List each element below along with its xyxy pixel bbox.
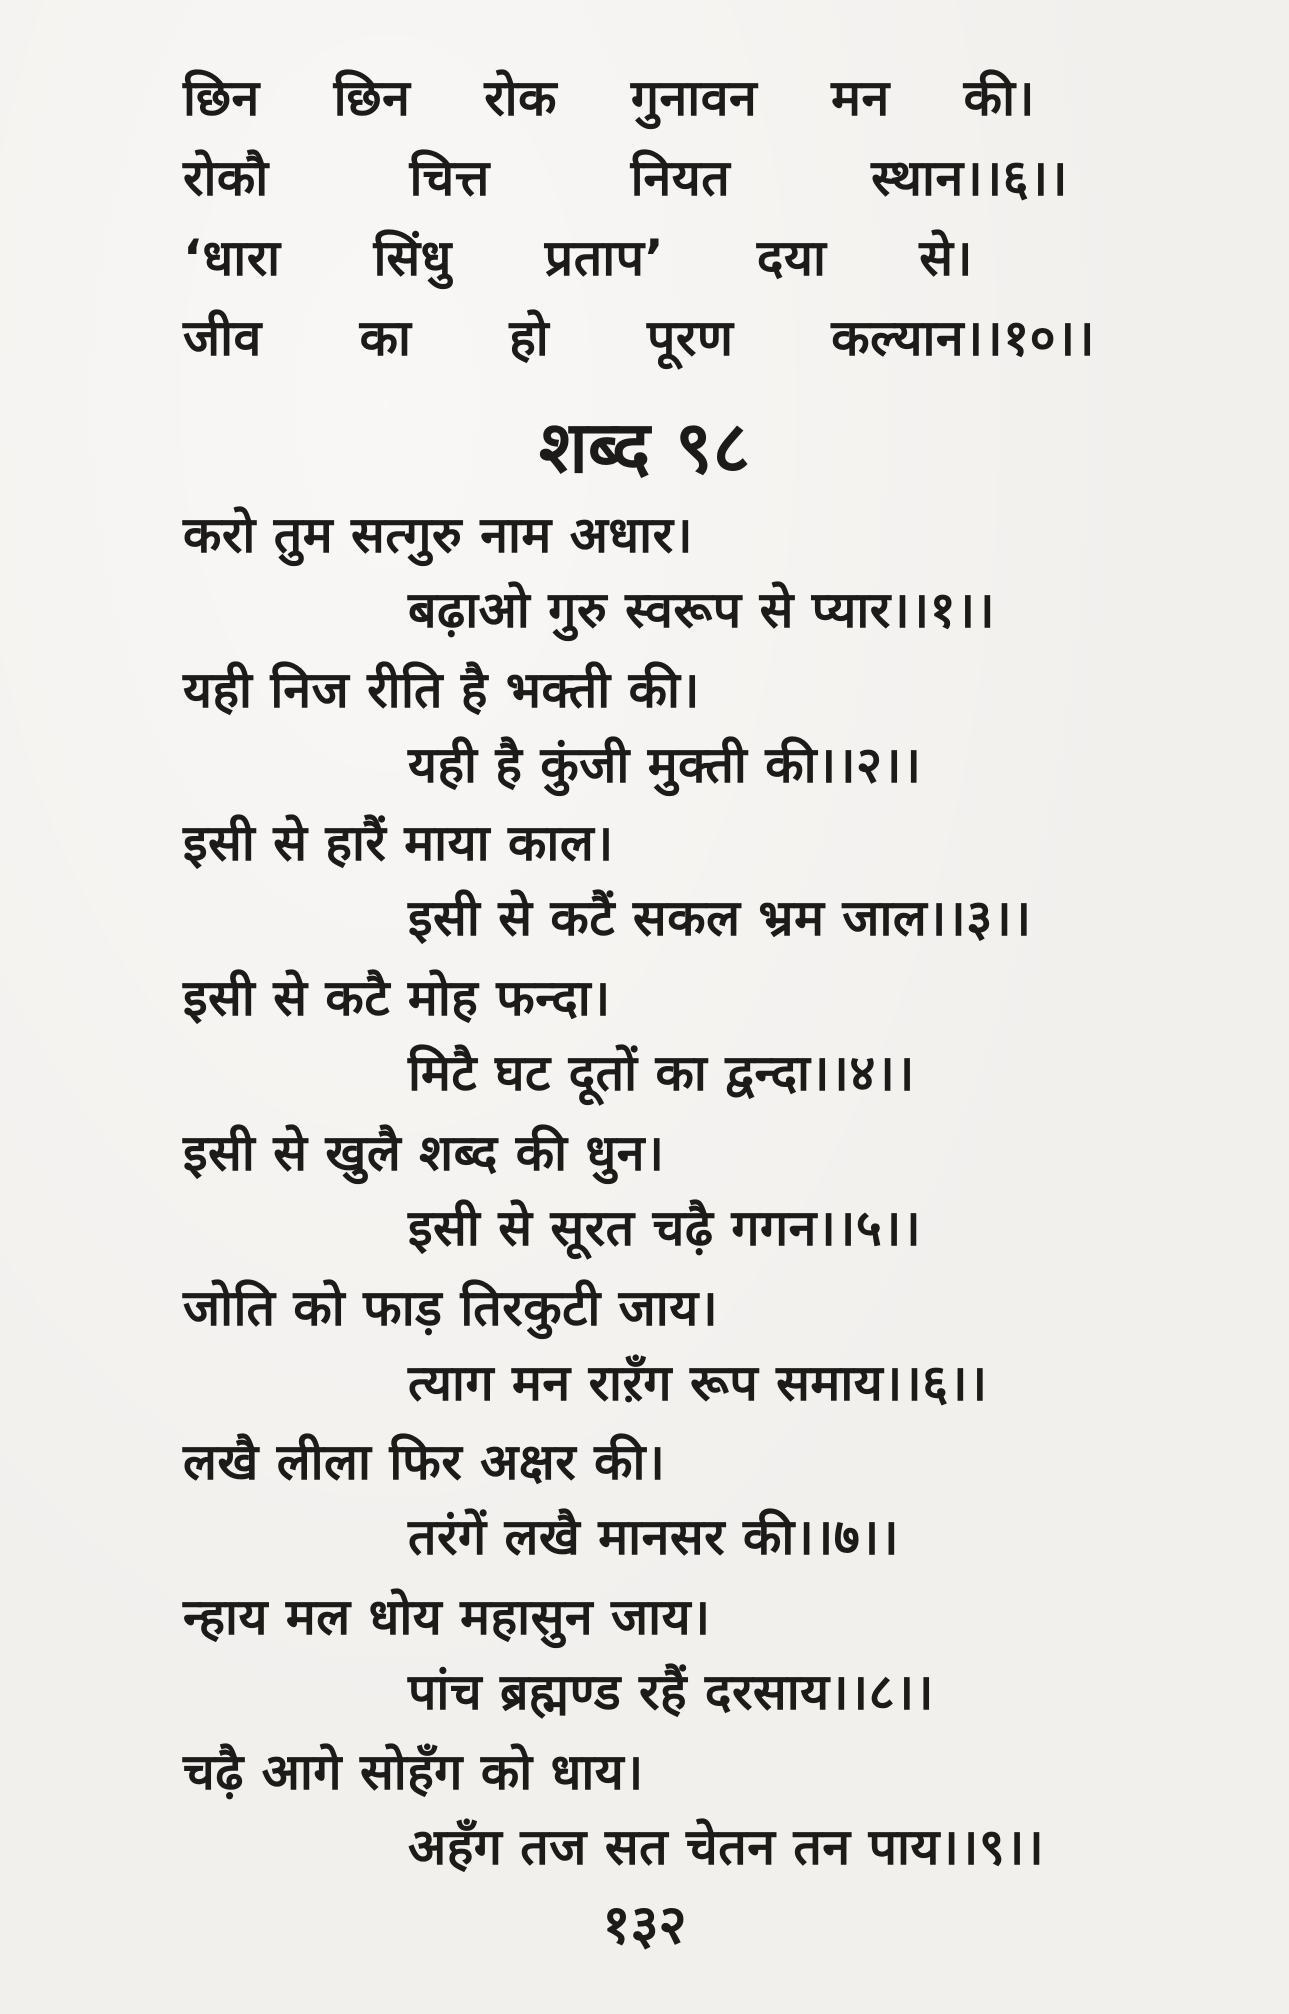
couplet-9-second: अहँग तज सत चेतन तन पाय।।९।। bbox=[408, 1818, 1045, 1876]
verse-line-3 bbox=[183, 228, 973, 288]
verse-word: कल्यान।।१०।। bbox=[831, 309, 1095, 367]
verse-word: प्रताप’ bbox=[544, 229, 665, 287]
couplet-1-second: बढ़ाओ गुरु स्वरूप से प्यार।।१।। bbox=[408, 581, 996, 639]
verse-word: गुनावन bbox=[630, 69, 758, 127]
verse-word: चित्त bbox=[409, 149, 490, 207]
couplet-6-second: त्याग मन राऱँग रूप समाय।।६।। bbox=[408, 1354, 988, 1412]
couplet-7-second: तरंगें लखै मानसर की।।७।। bbox=[408, 1508, 900, 1566]
page-number: १३२ bbox=[602, 1893, 687, 1956]
couplet-8-second: पांच ब्रह्मण्ड रहैं दरसाय।।८।। bbox=[408, 1663, 934, 1721]
couplet-4-first: इसी से कटै मोह फन्दा। bbox=[183, 969, 611, 1027]
verse-word: मन bbox=[831, 69, 890, 127]
couplet-3-first: इसी से हारैं माया काल। bbox=[183, 814, 614, 872]
couplet-2-first: यही निज रीति है भक्ती की। bbox=[183, 661, 700, 719]
couplet-2-second: यही है कुंजी मुक्ती की।।२।। bbox=[408, 736, 922, 794]
verse-word: का bbox=[359, 309, 412, 367]
verse-word: पूरण bbox=[646, 309, 734, 367]
verse-word: की। bbox=[963, 69, 1035, 127]
verse-word: नियत bbox=[630, 149, 731, 207]
verse-line-2 bbox=[183, 148, 1068, 208]
verse-word: छिन bbox=[183, 69, 260, 127]
verse-line-4 bbox=[183, 308, 1095, 368]
couplet-5-first: इसी से खुलै शब्द की धुन। bbox=[183, 1124, 665, 1182]
couplet-1-first: करो तुम सत्गुरु नाम अधार। bbox=[183, 506, 694, 564]
couplet-7-first: लखै लीला फिर अक्षर की। bbox=[183, 1433, 666, 1491]
section-heading: शब्द ९८ bbox=[538, 405, 751, 489]
couplet-9-first: चढ़ै आगे सोहँग को धाय। bbox=[183, 1743, 644, 1801]
verse-word: रोक bbox=[484, 69, 558, 127]
verse-word: सिंधु bbox=[373, 229, 452, 287]
verse-word: स्थान।।६।। bbox=[871, 149, 1068, 207]
couplet-3-second: इसी से कटैं सकल भ्रम जाल।।३।। bbox=[408, 889, 1032, 947]
couplet-6-first: जोति को फाड़ तिरकुटी जाय। bbox=[183, 1279, 719, 1337]
verse-word: छिन bbox=[333, 69, 411, 127]
couplet-5-second: इसी से सूरत चढ़ै गगन।।५।। bbox=[408, 1199, 922, 1257]
couplet-4-second: मिटै घट दूतों का द्वन्दा।।४।। bbox=[408, 1044, 915, 1102]
verse-line-1 bbox=[183, 68, 1035, 128]
verse-word: से। bbox=[919, 229, 973, 287]
couplet-8-first: न्हाय मल धोय महासुन जाय। bbox=[183, 1588, 711, 1646]
verse-word: जीव bbox=[183, 309, 262, 367]
verse-word: ‘धारा bbox=[183, 229, 281, 287]
verse-word: दया bbox=[756, 229, 827, 287]
verse-word: हो bbox=[509, 309, 550, 367]
verse-word: रोकौ bbox=[183, 149, 269, 207]
